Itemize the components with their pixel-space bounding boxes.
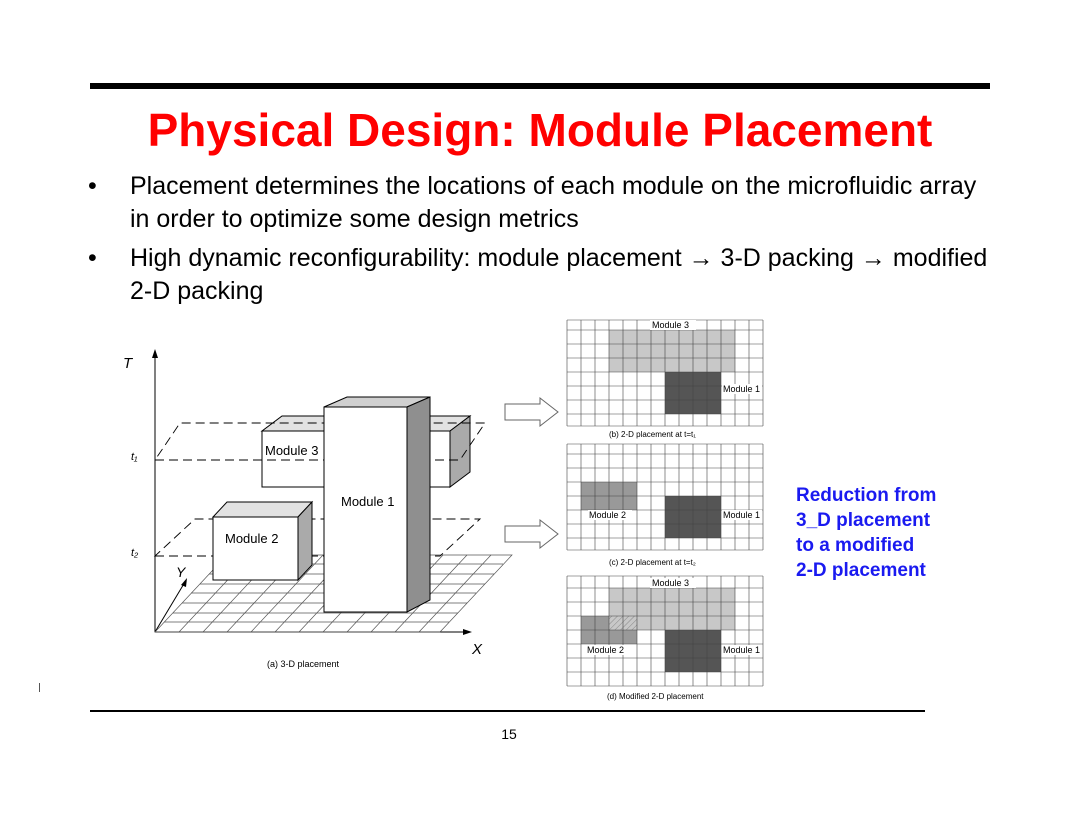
module2-block xyxy=(213,502,312,580)
grid-b xyxy=(567,320,763,439)
diagram-3d xyxy=(123,349,512,669)
side-note-line: Reduction from xyxy=(796,485,937,506)
t2-plane xyxy=(155,519,480,556)
module1-block xyxy=(324,397,430,612)
module1-label: Module 1 xyxy=(341,494,395,509)
bullet-dot-icon: • xyxy=(88,244,97,272)
side-note-line: to a modified xyxy=(796,535,915,556)
side-note-line: 2-D placement xyxy=(796,560,926,581)
t-axis-arrow-icon xyxy=(152,349,158,358)
caption-a: (a) 3-D placement xyxy=(267,659,340,669)
arrow-to-b-icon xyxy=(505,398,558,426)
caption-d: (d) Modified 2-D placement xyxy=(607,692,704,701)
arrows xyxy=(505,398,558,548)
grid-b-module3 xyxy=(609,330,735,372)
side-note xyxy=(796,483,936,583)
grid-d-module1-label: Module 1 xyxy=(723,645,761,655)
grid-c xyxy=(567,444,763,567)
grid-d-module2-label: Module 2 xyxy=(587,645,625,655)
grid-c-module1-label: Module 1 xyxy=(723,510,761,520)
page-number: 15 xyxy=(501,726,517,742)
axis-x-label: X xyxy=(472,641,483,658)
t1-label: t₁ xyxy=(131,451,138,463)
bullet-text: Placement determines the locations of each module on the microfluidic array in order to optimize some design metrics xyxy=(130,172,977,233)
grid-c-module2-label: Module 2 xyxy=(589,510,627,520)
t2-label: t₂ xyxy=(131,547,139,559)
slide-title: Physical Design: Module Placement xyxy=(147,104,933,156)
grid-b-module1-label: Module 1 xyxy=(723,384,761,394)
x-axis-arrow-icon xyxy=(463,629,472,635)
grid-b-module3-label: Module 3 xyxy=(652,320,690,330)
y-axis xyxy=(155,582,185,632)
bottom-rule xyxy=(90,710,925,712)
grid-d-module3-label: Module 3 xyxy=(652,578,690,588)
caption-b: (b) 2-D placement at t=t₁ xyxy=(609,430,696,439)
axis-t-label: T xyxy=(123,355,133,372)
caption-c: (c) 2-D placement at t=t₂ xyxy=(609,558,696,567)
axis-y-label: Y xyxy=(176,564,186,580)
module3-label: Module 3 xyxy=(265,443,319,458)
side-note-line: 3_D placement xyxy=(796,510,931,531)
bullet-dot-icon: • xyxy=(88,172,97,200)
grid-d xyxy=(567,576,763,701)
bullet-text: High dynamic reconfigurability: module placement → 3-D packing → modified 2-D packing xyxy=(130,244,988,305)
arrow-to-c-icon xyxy=(505,520,558,548)
edge-mark xyxy=(39,683,40,692)
module2-label: Module 2 xyxy=(225,531,279,546)
